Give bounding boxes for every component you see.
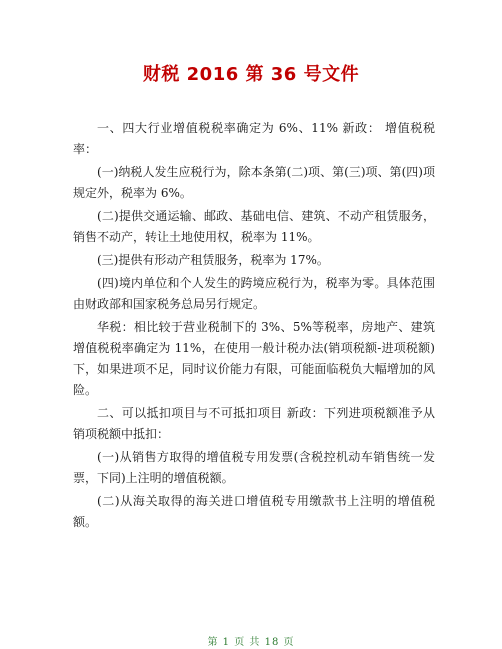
paragraph-8: (一)从销售方取得的增值税专用发票(含税控机动车销售统一发票，下同)上注明的增值税额。 bbox=[73, 450, 435, 485]
paragraph-7: 二、可以抵扣项目与不可抵扣项目 新政：下列进项税额准予从销项税额中抵扣： bbox=[73, 406, 435, 441]
page-number-footer: 第 1 页 共 18 页 bbox=[207, 637, 295, 648]
paragraph-4: (三)提供有形动产租赁服务，税率为 17%。 bbox=[97, 253, 329, 267]
paragraph-3: (二)提供交通运输、邮政、基础电信、建筑、不动产租赁服务，销售不动产，转让土地使用权，税率为 11%。 bbox=[73, 209, 435, 244]
paragraph-6: 华税：相比较于营业税制下的 3%、5%等税率，房地产、建筑增值税税率确定为 11%，在使用一般计税办法(销项税额-进项税额)下，如果进项不足，同时议价能力有限，可能面临税负大幅增加的风险。 bbox=[73, 320, 435, 397]
document-body bbox=[73, 118, 435, 535]
paragraph-5: (四)境内单位和个人发生的跨境应税行为，税率为零。具体范围由财政部和国家税务总局另行规定。 bbox=[73, 276, 435, 311]
paragraph-2: (一)纳税人发生应税行为，除本条第(二)项、第(三)项、第(四)项规定外，税率为 6%。 bbox=[73, 165, 435, 200]
paragraph-9: (二)从海关取得的海关进口增值税专用缴款书上注明的增值税额。 bbox=[73, 494, 435, 529]
paragraph-1: 一、四大行业增值税税率确定为 6%、11% 新政： 增值税税率： bbox=[73, 121, 435, 156]
document-title: 财税 2016 第 36 号文件 bbox=[142, 64, 360, 85]
